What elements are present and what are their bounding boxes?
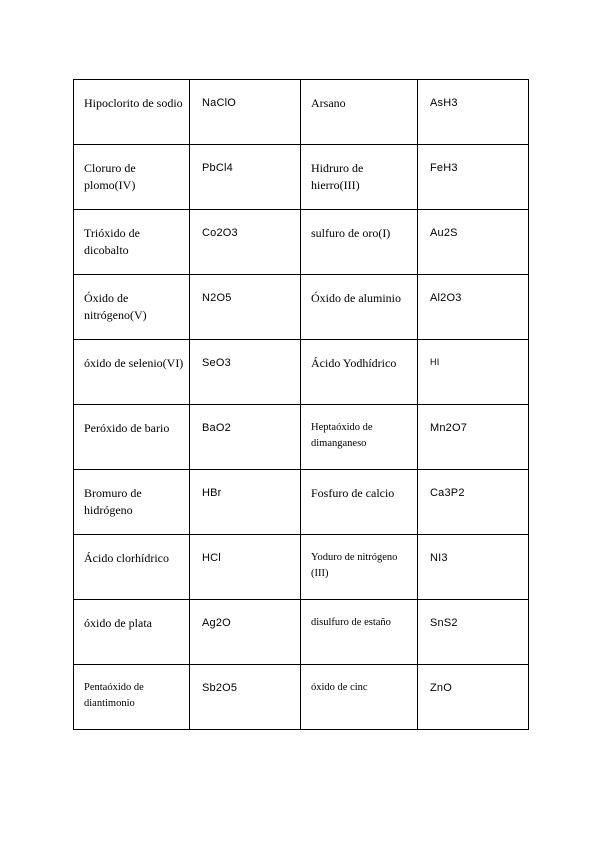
compound-name: Trióxido de dicobalto	[74, 210, 190, 275]
compound-formula: Ca3P2	[418, 470, 529, 535]
compound-name: Heptaóxido de dimanganeso	[301, 405, 418, 470]
table-row	[74, 340, 529, 405]
table-row	[74, 665, 529, 730]
compound-formula: Al2O3	[418, 275, 529, 340]
compound-formula: HI	[418, 340, 529, 405]
compound-name: Arsano	[301, 80, 418, 145]
compound-name: Bromuro de hidrógeno	[74, 470, 190, 535]
compound-name: Hidruro de hierro(III)	[301, 145, 418, 210]
compound-formula: Sb2O5	[190, 665, 301, 730]
compound-formula: NaClO	[190, 80, 301, 145]
compound-name: Ácido clorhídrico	[74, 535, 190, 600]
compound-formula: HBr	[190, 470, 301, 535]
compound-name: Óxido de aluminio	[301, 275, 418, 340]
compound-formula: ZnO	[418, 665, 529, 730]
compound-formula: FeH3	[418, 145, 529, 210]
compound-formula: AsH3	[418, 80, 529, 145]
compound-formula: Au2S	[418, 210, 529, 275]
compound-name: óxido de selenio(VI)	[74, 340, 190, 405]
compound-name: óxido de cinc	[301, 665, 418, 730]
compound-formula: N2O5	[190, 275, 301, 340]
table-row	[74, 275, 529, 340]
compound-name: Peróxido de bario	[74, 405, 190, 470]
compound-formula: PbCl4	[190, 145, 301, 210]
compound-formula: BaO2	[190, 405, 301, 470]
compound-formula: HCl	[190, 535, 301, 600]
table-row	[74, 535, 529, 600]
compound-name: Ácido Yodhídrico	[301, 340, 418, 405]
table-row	[74, 470, 529, 535]
table-row	[74, 145, 529, 210]
compound-name: Cloruro de plomo(IV)	[74, 145, 190, 210]
compound-formula: NI3	[418, 535, 529, 600]
compound-formula: Mn2O7	[418, 405, 529, 470]
compound-name: Hipoclorito de sodio	[74, 80, 190, 145]
compound-name: Óxido de nitrógeno(V)	[74, 275, 190, 340]
table-row	[74, 80, 529, 145]
compound-name: disulfuro de estaño	[301, 600, 418, 665]
table-row	[74, 405, 529, 470]
compound-name: sulfuro de oro(I)	[301, 210, 418, 275]
compound-formula: Co2O3	[190, 210, 301, 275]
compound-name: Fosfuro de calcio	[301, 470, 418, 535]
table-row	[74, 210, 529, 275]
compound-formula: SeO3	[190, 340, 301, 405]
compounds-table	[73, 79, 529, 730]
compound-name: óxido de plata	[74, 600, 190, 665]
table-row	[74, 600, 529, 665]
compound-formula: Ag2O	[190, 600, 301, 665]
compound-name: Pentaóxido de diantimonio	[74, 665, 190, 730]
compound-name: Yoduro de nitrógeno (III)	[301, 535, 418, 600]
compound-formula: SnS2	[418, 600, 529, 665]
